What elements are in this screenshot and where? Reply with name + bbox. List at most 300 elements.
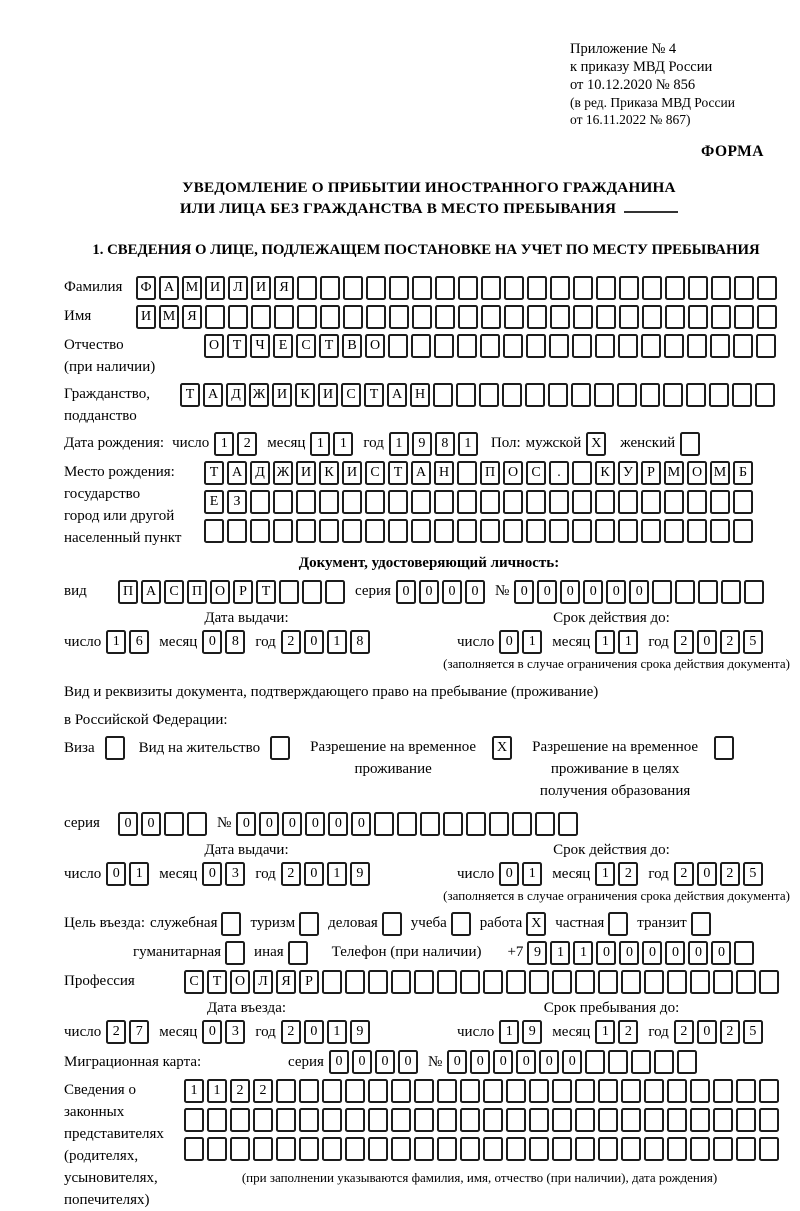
representatives-cell[interactable]: [529, 1137, 549, 1161]
purpose-checkbox-cell[interactable]: X: [526, 912, 546, 936]
birth-place-cell[interactable]: М: [664, 461, 684, 485]
patronymic-cell[interactable]: О: [365, 334, 385, 358]
birth-place-cell[interactable]: К: [595, 461, 615, 485]
purpose-checkbox-cell[interactable]: [691, 912, 711, 936]
birth-year-cell[interactable]: 1: [458, 432, 478, 456]
stay-doc-expiry-cell[interactable]: 2: [618, 862, 638, 886]
stay-doc-number-cell[interactable]: [466, 812, 486, 836]
representatives-cell[interactable]: [713, 1137, 733, 1161]
representatives-cell[interactable]: [552, 1137, 572, 1161]
representatives-cell[interactable]: [690, 1079, 710, 1103]
citizenship-cell[interactable]: Н: [410, 383, 430, 407]
identity-issue-cell[interactable]: 1: [106, 630, 126, 654]
citizenship-cell[interactable]: Д: [226, 383, 246, 407]
birth-place-cell[interactable]: [273, 519, 293, 543]
birth-place-cell[interactable]: [480, 519, 500, 543]
representatives-cell[interactable]: [690, 1137, 710, 1161]
citizenship-cell[interactable]: К: [295, 383, 315, 407]
identity-expiry-cell[interactable]: 0: [499, 630, 519, 654]
migration-card-number-cell[interactable]: 0: [447, 1050, 467, 1074]
stay-doc-expiry-cell[interactable]: 5: [743, 862, 763, 886]
surname-cell[interactable]: [665, 276, 685, 300]
given-name-cell[interactable]: [504, 305, 524, 329]
citizenship-cell[interactable]: [525, 383, 545, 407]
patronymic-cell[interactable]: [457, 334, 477, 358]
stay-doc-issue-cell[interactable]: 0: [106, 862, 126, 886]
birth-place-cell[interactable]: [411, 490, 431, 514]
citizenship-cell[interactable]: [456, 383, 476, 407]
representatives-cell[interactable]: [529, 1079, 549, 1103]
birth-place-cell[interactable]: [595, 490, 615, 514]
patronymic-cell[interactable]: Ч: [250, 334, 270, 358]
patronymic-cell[interactable]: С: [296, 334, 316, 358]
birth-place-cell[interactable]: [641, 490, 661, 514]
given-name-cell[interactable]: [665, 305, 685, 329]
migration-card-series-cell[interactable]: 0: [398, 1050, 418, 1074]
representatives-cell[interactable]: [759, 1079, 779, 1103]
representatives-cell[interactable]: [552, 1079, 572, 1103]
birth-place-cell[interactable]: С: [526, 461, 546, 485]
migration-card-number-cell[interactable]: 0: [470, 1050, 490, 1074]
birth-place-cell[interactable]: [710, 519, 730, 543]
identity-number-cell[interactable]: 0: [606, 580, 626, 604]
stay-until-cell[interactable]: 2: [618, 1020, 638, 1044]
surname-cell[interactable]: [389, 276, 409, 300]
representatives-cell[interactable]: [345, 1108, 365, 1132]
birth-place-cell[interactable]: Ж: [273, 461, 293, 485]
birth-place-cell[interactable]: [526, 490, 546, 514]
identity-expiry-cell[interactable]: 1: [595, 630, 615, 654]
birth-place-cell[interactable]: [503, 519, 523, 543]
birth-place-cell[interactable]: А: [227, 461, 247, 485]
birth-place-cell[interactable]: [618, 519, 638, 543]
purpose-checkbox-cell[interactable]: [299, 912, 319, 936]
citizenship-cell[interactable]: [640, 383, 660, 407]
birth-place-cell[interactable]: У: [618, 461, 638, 485]
stay-doc-series-cell[interactable]: 0: [141, 812, 161, 836]
birth-place-cell[interactable]: [273, 490, 293, 514]
identity-kind-cell[interactable]: П: [187, 580, 207, 604]
representatives-cell[interactable]: [713, 1079, 733, 1103]
representatives-cell[interactable]: [690, 1108, 710, 1132]
surname-cell[interactable]: [297, 276, 317, 300]
profession-cell[interactable]: [552, 970, 572, 994]
representatives-cell[interactable]: [759, 1108, 779, 1132]
stay-doc-number-cell[interactable]: [512, 812, 532, 836]
representatives-cell[interactable]: [621, 1079, 641, 1103]
representatives-cell[interactable]: 1: [184, 1079, 204, 1103]
birth-place-cell[interactable]: [687, 490, 707, 514]
citizenship-cell[interactable]: С: [341, 383, 361, 407]
sex-female-cell[interactable]: [680, 432, 700, 456]
representatives-cell[interactable]: [368, 1137, 388, 1161]
patronymic-cell[interactable]: [480, 334, 500, 358]
birth-month-cell[interactable]: 1: [333, 432, 353, 456]
representatives-cell[interactable]: [759, 1137, 779, 1161]
birth-place-cell[interactable]: И: [296, 461, 316, 485]
stay-doc-issue-cell[interactable]: 1: [327, 862, 347, 886]
citizenship-cell[interactable]: [548, 383, 568, 407]
birth-place-cell[interactable]: .: [549, 461, 569, 485]
given-name-cell[interactable]: [435, 305, 455, 329]
birth-place-cell[interactable]: [457, 461, 477, 485]
identity-series-cell[interactable]: 0: [419, 580, 439, 604]
birth-place-cell[interactable]: [296, 519, 316, 543]
surname-cell[interactable]: [711, 276, 731, 300]
birth-place-cell[interactable]: [687, 519, 707, 543]
representatives-cell[interactable]: [506, 1108, 526, 1132]
representatives-cell[interactable]: [345, 1079, 365, 1103]
birth-place-cell[interactable]: [342, 519, 362, 543]
given-name-cell[interactable]: [596, 305, 616, 329]
identity-number-cell[interactable]: [744, 580, 764, 604]
profession-cell[interactable]: Т: [207, 970, 227, 994]
stay-doc-number-cell[interactable]: [397, 812, 417, 836]
representatives-cell[interactable]: [299, 1108, 319, 1132]
birth-place-cell[interactable]: О: [503, 461, 523, 485]
identity-expiry-cell[interactable]: 5: [743, 630, 763, 654]
given-name-cell[interactable]: [619, 305, 639, 329]
profession-cell[interactable]: [483, 970, 503, 994]
migration-card-number-cell[interactable]: 0: [539, 1050, 559, 1074]
stay-doc-number-cell[interactable]: [558, 812, 578, 836]
identity-expiry-cell[interactable]: 1: [522, 630, 542, 654]
birth-place-cell[interactable]: [480, 490, 500, 514]
surname-cell[interactable]: [412, 276, 432, 300]
surname-cell[interactable]: [366, 276, 386, 300]
birth-place-cell[interactable]: Р: [641, 461, 661, 485]
citizenship-cell[interactable]: [502, 383, 522, 407]
surname-cell[interactable]: [435, 276, 455, 300]
profession-cell[interactable]: [414, 970, 434, 994]
identity-kind-cell[interactable]: А: [141, 580, 161, 604]
representatives-cell[interactable]: 2: [253, 1079, 273, 1103]
representatives-cell[interactable]: [460, 1137, 480, 1161]
phone-cell[interactable]: [734, 941, 754, 965]
given-name-cell[interactable]: [757, 305, 777, 329]
surname-cell[interactable]: [757, 276, 777, 300]
stay-until-cell[interactable]: 1: [595, 1020, 615, 1044]
birth-place-cell[interactable]: [733, 490, 753, 514]
migration-card-number-cell[interactable]: [654, 1050, 674, 1074]
stay-doc-number-cell[interactable]: [374, 812, 394, 836]
birth-year-cell[interactable]: 8: [435, 432, 455, 456]
profession-cell[interactable]: С: [184, 970, 204, 994]
identity-issue-cell[interactable]: 6: [129, 630, 149, 654]
purpose-checkbox-cell[interactable]: [608, 912, 628, 936]
identity-kind-cell[interactable]: [325, 580, 345, 604]
entry-date-cell[interactable]: 0: [202, 1020, 222, 1044]
profession-cell[interactable]: [621, 970, 641, 994]
profession-cell[interactable]: [460, 970, 480, 994]
profession-cell[interactable]: [391, 970, 411, 994]
stay-doc-issue-cell[interactable]: 0: [304, 862, 324, 886]
stay-doc-issue-cell[interactable]: 2: [281, 862, 301, 886]
representatives-cell[interactable]: [437, 1079, 457, 1103]
phone-cell[interactable]: 1: [550, 941, 570, 965]
surname-cell[interactable]: [573, 276, 593, 300]
birth-place-cell[interactable]: [572, 519, 592, 543]
patronymic-cell[interactable]: [503, 334, 523, 358]
citizenship-cell[interactable]: [755, 383, 775, 407]
representatives-cell[interactable]: [414, 1079, 434, 1103]
profession-cell[interactable]: [575, 970, 595, 994]
representatives-cell[interactable]: [391, 1137, 411, 1161]
stay-until-cell[interactable]: 0: [697, 1020, 717, 1044]
profession-cell[interactable]: [667, 970, 687, 994]
given-name-cell[interactable]: И: [136, 305, 156, 329]
representatives-cell[interactable]: [322, 1108, 342, 1132]
birth-place-cell[interactable]: С: [365, 461, 385, 485]
purpose-checkbox-cell[interactable]: [221, 912, 241, 936]
representatives-cell[interactable]: [276, 1108, 296, 1132]
given-name-cell[interactable]: [228, 305, 248, 329]
patronymic-cell[interactable]: [641, 334, 661, 358]
purpose-checkbox-cell[interactable]: [382, 912, 402, 936]
surname-cell[interactable]: [688, 276, 708, 300]
birth-place-cell[interactable]: [388, 519, 408, 543]
identity-number-cell[interactable]: [721, 580, 741, 604]
representatives-cell[interactable]: [230, 1137, 250, 1161]
representatives-cell[interactable]: [345, 1137, 365, 1161]
given-name-cell[interactable]: [550, 305, 570, 329]
identity-expiry-cell[interactable]: 1: [618, 630, 638, 654]
identity-series-cell[interactable]: 0: [442, 580, 462, 604]
identity-number-cell[interactable]: 0: [629, 580, 649, 604]
surname-cell[interactable]: [734, 276, 754, 300]
patronymic-cell[interactable]: [664, 334, 684, 358]
phone-cell[interactable]: 0: [665, 941, 685, 965]
birth-place-cell[interactable]: [664, 490, 684, 514]
stay-doc-number-cell[interactable]: 0: [351, 812, 371, 836]
identity-issue-cell[interactable]: 8: [225, 630, 245, 654]
representatives-cell[interactable]: [598, 1079, 618, 1103]
birth-month-cell[interactable]: 1: [310, 432, 330, 456]
birth-place-cell[interactable]: [342, 490, 362, 514]
representatives-cell[interactable]: [207, 1137, 227, 1161]
stay-doc-number-cell[interactable]: [443, 812, 463, 836]
citizenship-cell[interactable]: А: [203, 383, 223, 407]
identity-series-cell[interactable]: 0: [465, 580, 485, 604]
given-name-cell[interactable]: [389, 305, 409, 329]
surname-cell[interactable]: [550, 276, 570, 300]
stay-doc-expiry-cell[interactable]: 0: [499, 862, 519, 886]
patronymic-cell[interactable]: [549, 334, 569, 358]
profession-cell[interactable]: [644, 970, 664, 994]
residence-permit-checkbox-cell[interactable]: [270, 736, 290, 760]
birth-place-cell[interactable]: [388, 490, 408, 514]
birth-place-cell[interactable]: [319, 490, 339, 514]
profession-cell[interactable]: О: [230, 970, 250, 994]
representatives-cell[interactable]: 1: [207, 1079, 227, 1103]
profession-cell[interactable]: [322, 970, 342, 994]
surname-cell[interactable]: Ф: [136, 276, 156, 300]
birth-place-cell[interactable]: [411, 519, 431, 543]
identity-number-cell[interactable]: [698, 580, 718, 604]
citizenship-cell[interactable]: [479, 383, 499, 407]
birth-place-cell[interactable]: [549, 490, 569, 514]
representatives-cell[interactable]: [391, 1108, 411, 1132]
patronymic-cell[interactable]: [687, 334, 707, 358]
citizenship-cell[interactable]: И: [318, 383, 338, 407]
migration-card-series-cell[interactable]: 0: [352, 1050, 372, 1074]
profession-cell[interactable]: Л: [253, 970, 273, 994]
given-name-cell[interactable]: [573, 305, 593, 329]
birth-place-cell[interactable]: [365, 490, 385, 514]
patronymic-cell[interactable]: [618, 334, 638, 358]
birth-place-cell[interactable]: [434, 490, 454, 514]
representatives-cell[interactable]: [552, 1108, 572, 1132]
representatives-cell[interactable]: [575, 1108, 595, 1132]
profession-cell[interactable]: [690, 970, 710, 994]
representatives-cell[interactable]: [253, 1137, 273, 1161]
stay-doc-issue-cell[interactable]: 0: [202, 862, 222, 886]
birth-place-cell[interactable]: О: [687, 461, 707, 485]
phone-cell[interactable]: 9: [527, 941, 547, 965]
birth-place-cell[interactable]: Б: [733, 461, 753, 485]
stay-doc-number-cell[interactable]: 0: [282, 812, 302, 836]
identity-expiry-cell[interactable]: 2: [674, 630, 694, 654]
given-name-cell[interactable]: [320, 305, 340, 329]
profession-cell[interactable]: [529, 970, 549, 994]
given-name-cell[interactable]: [527, 305, 547, 329]
identity-kind-cell[interactable]: П: [118, 580, 138, 604]
birth-place-cell[interactable]: Т: [388, 461, 408, 485]
representatives-cell[interactable]: [322, 1137, 342, 1161]
surname-cell[interactable]: [596, 276, 616, 300]
birth-place-cell[interactable]: [365, 519, 385, 543]
surname-cell[interactable]: [527, 276, 547, 300]
representatives-cell[interactable]: [598, 1137, 618, 1161]
patronymic-cell[interactable]: [710, 334, 730, 358]
representatives-cell[interactable]: [184, 1137, 204, 1161]
given-name-cell[interactable]: [343, 305, 363, 329]
patronymic-cell[interactable]: Е: [273, 334, 293, 358]
citizenship-cell[interactable]: [571, 383, 591, 407]
birth-place-cell[interactable]: [457, 490, 477, 514]
patronymic-cell[interactable]: [411, 334, 431, 358]
representatives-cell[interactable]: [299, 1137, 319, 1161]
birth-place-cell[interactable]: П: [480, 461, 500, 485]
stay-doc-expiry-cell[interactable]: 1: [595, 862, 615, 886]
birth-place-cell[interactable]: К: [319, 461, 339, 485]
migration-card-number-cell[interactable]: 0: [493, 1050, 513, 1074]
stay-doc-issue-cell[interactable]: 1: [129, 862, 149, 886]
stay-doc-series-cell[interactable]: [164, 812, 184, 836]
identity-number-cell[interactable]: 0: [514, 580, 534, 604]
migration-card-number-cell[interactable]: [631, 1050, 651, 1074]
entry-date-cell[interactable]: 2: [281, 1020, 301, 1044]
identity-kind-cell[interactable]: Р: [233, 580, 253, 604]
representatives-cell[interactable]: [391, 1079, 411, 1103]
stay-doc-series-cell[interactable]: 0: [118, 812, 138, 836]
birth-year-cell[interactable]: 1: [389, 432, 409, 456]
entry-date-cell[interactable]: 3: [225, 1020, 245, 1044]
birth-place-cell[interactable]: [227, 519, 247, 543]
entry-date-cell[interactable]: 1: [327, 1020, 347, 1044]
purpose-checkbox-cell[interactable]: [288, 941, 308, 965]
identity-number-cell[interactable]: 0: [537, 580, 557, 604]
given-name-cell[interactable]: [412, 305, 432, 329]
sex-male-cell[interactable]: X: [586, 432, 606, 456]
representatives-cell[interactable]: [506, 1079, 526, 1103]
birth-place-cell[interactable]: [457, 519, 477, 543]
patronymic-cell[interactable]: Т: [319, 334, 339, 358]
representatives-cell[interactable]: [253, 1108, 273, 1132]
phone-cell[interactable]: 1: [573, 941, 593, 965]
stay-doc-series-cell[interactable]: [187, 812, 207, 836]
temp-residence-checkbox-cell[interactable]: X: [492, 736, 512, 760]
birth-place-cell[interactable]: Н: [434, 461, 454, 485]
migration-card-series-cell[interactable]: 0: [375, 1050, 395, 1074]
birth-day-cell[interactable]: 1: [214, 432, 234, 456]
birth-place-cell[interactable]: М: [710, 461, 730, 485]
stay-until-cell[interactable]: 1: [499, 1020, 519, 1044]
representatives-cell[interactable]: [506, 1137, 526, 1161]
birth-place-cell[interactable]: Е: [204, 490, 224, 514]
representatives-cell[interactable]: 2: [230, 1079, 250, 1103]
birth-place-cell[interactable]: [250, 519, 270, 543]
birth-place-cell[interactable]: [319, 519, 339, 543]
stay-doc-issue-cell[interactable]: 3: [225, 862, 245, 886]
birth-place-cell[interactable]: [618, 490, 638, 514]
birth-place-cell[interactable]: [296, 490, 316, 514]
migration-card-series-cell[interactable]: 0: [329, 1050, 349, 1074]
stay-doc-expiry-cell[interactable]: 0: [697, 862, 717, 886]
profession-cell[interactable]: [368, 970, 388, 994]
representatives-cell[interactable]: [598, 1108, 618, 1132]
representatives-cell[interactable]: [644, 1137, 664, 1161]
stay-until-cell[interactable]: 2: [674, 1020, 694, 1044]
patronymic-cell[interactable]: В: [342, 334, 362, 358]
birth-place-cell[interactable]: [549, 519, 569, 543]
profession-cell[interactable]: [506, 970, 526, 994]
representatives-cell[interactable]: [299, 1079, 319, 1103]
stay-doc-number-cell[interactable]: [489, 812, 509, 836]
stay-doc-expiry-cell[interactable]: 2: [720, 862, 740, 886]
migration-card-number-cell[interactable]: 0: [516, 1050, 536, 1074]
patronymic-cell[interactable]: [526, 334, 546, 358]
migration-card-number-cell[interactable]: 0: [562, 1050, 582, 1074]
citizenship-cell[interactable]: [617, 383, 637, 407]
birth-year-cell[interactable]: 9: [412, 432, 432, 456]
identity-series-cell[interactable]: 0: [396, 580, 416, 604]
birth-place-cell[interactable]: [572, 490, 592, 514]
citizenship-cell[interactable]: А: [387, 383, 407, 407]
profession-cell[interactable]: [736, 970, 756, 994]
representatives-cell[interactable]: [483, 1137, 503, 1161]
profession-cell[interactable]: [759, 970, 779, 994]
given-name-cell[interactable]: М: [159, 305, 179, 329]
phone-cell[interactable]: 0: [688, 941, 708, 965]
birth-place-cell[interactable]: [664, 519, 684, 543]
given-name-cell[interactable]: [251, 305, 271, 329]
surname-cell[interactable]: [642, 276, 662, 300]
given-name-cell[interactable]: [711, 305, 731, 329]
stay-doc-expiry-cell[interactable]: 1: [522, 862, 542, 886]
representatives-cell[interactable]: [483, 1108, 503, 1132]
migration-card-number-cell[interactable]: [585, 1050, 605, 1074]
identity-kind-cell[interactable]: С: [164, 580, 184, 604]
visa-checkbox-cell[interactable]: [105, 736, 125, 760]
surname-cell[interactable]: Л: [228, 276, 248, 300]
phone-cell[interactable]: 0: [642, 941, 662, 965]
patronymic-cell[interactable]: [733, 334, 753, 358]
identity-kind-cell[interactable]: О: [210, 580, 230, 604]
surname-cell[interactable]: [458, 276, 478, 300]
representatives-cell[interactable]: [667, 1137, 687, 1161]
profession-cell[interactable]: Я: [276, 970, 296, 994]
